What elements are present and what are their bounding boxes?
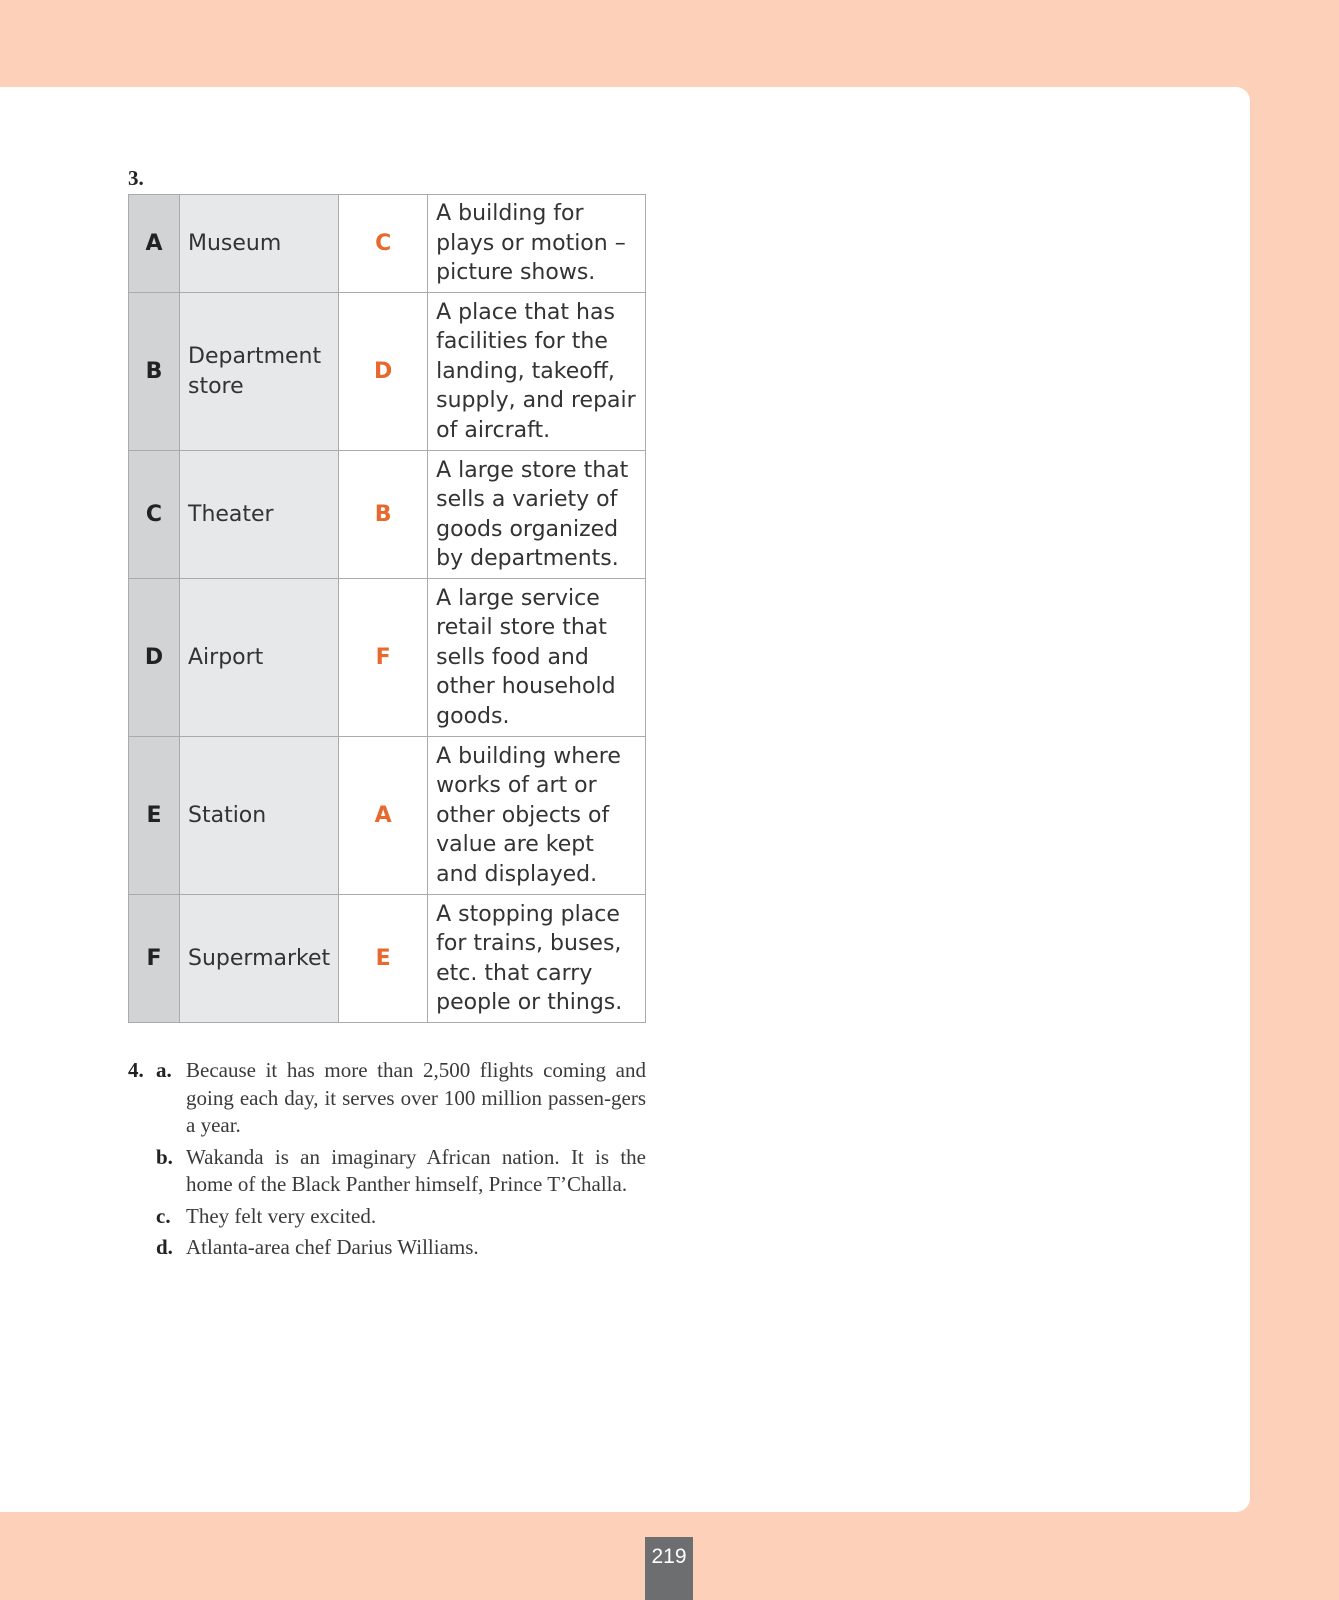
place-name: Museum [180, 195, 339, 293]
definition: A building where works of art or other objects of value are kept and displayed. [428, 737, 646, 895]
place-name: Supermarket [180, 895, 339, 1023]
list-item [128, 1234, 646, 1262]
item-text: Because it has more than 2,500 flights coming and going each day, it serves over 100 million passen-gers a year. [186, 1058, 646, 1137]
number-spacer [128, 1234, 156, 1262]
question-4 [128, 1057, 646, 1266]
answer-letter: C [339, 195, 428, 293]
item-letter: c. [156, 1203, 171, 1228]
item-text: They felt very excited. [186, 1203, 377, 1228]
table-row [129, 895, 646, 1023]
table-row [129, 579, 646, 737]
definition: A large store that sells a variety of goods organized by departments. [428, 451, 646, 579]
item-text: Atlanta-area chef Darius Williams. [186, 1235, 479, 1259]
item-text: Wakanda is an imaginary African nation. It is the home of the Black Panther himself, Prince T’Challa. [186, 1144, 646, 1196]
row-letter: D [129, 579, 180, 737]
item-letter: a. [156, 1058, 172, 1082]
list-item [128, 1203, 646, 1231]
page-number: 219 [651, 1545, 687, 1568]
question-3-number: 3. [128, 166, 144, 190]
matching-table [128, 194, 646, 1023]
list-item [128, 1057, 646, 1140]
row-letter: F [129, 895, 180, 1023]
number-spacer [128, 1144, 156, 1199]
answer-letter: E [339, 895, 428, 1023]
table-row [129, 737, 646, 895]
page-number-tab [645, 1537, 693, 1600]
definition: A stopping place for trains, buses, etc. that carry people or things. [428, 895, 646, 1023]
definition: A large service retail store that sells food and other household goods. [428, 579, 646, 737]
place-name: Airport [180, 579, 339, 737]
definition: A building for plays or motion – picture shows. [428, 195, 646, 293]
place-name: Station [180, 737, 339, 895]
definition: A place that has facilities for the landing, takeoff, supply, and repair of aircraft. [428, 293, 646, 451]
answer-letter: A [339, 737, 428, 895]
table-row [129, 451, 646, 579]
row-letter: E [129, 737, 180, 895]
table-row [129, 293, 646, 451]
answer-letter: B [339, 451, 428, 579]
answer-letter: F [339, 579, 428, 737]
item-letter: b. [156, 1144, 173, 1169]
row-letter: B [129, 293, 180, 451]
row-letter: C [129, 451, 180, 579]
place-name: Theater [180, 451, 339, 579]
list-item [128, 1144, 646, 1199]
answer-letter: D [339, 293, 428, 451]
table-row [129, 195, 646, 293]
place-name: Department store [180, 293, 339, 451]
row-letter: A [129, 195, 180, 293]
item-letter: d. [156, 1235, 173, 1259]
number-spacer [128, 1203, 156, 1231]
question-4-number: 4. [128, 1058, 144, 1082]
